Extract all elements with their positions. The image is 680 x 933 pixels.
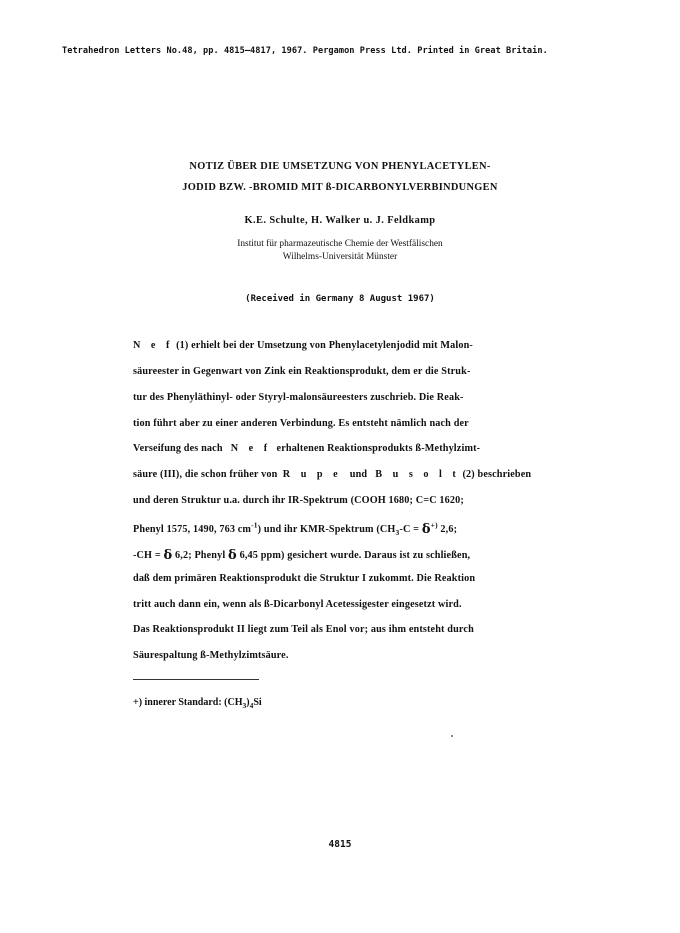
institute-line-1: Institut für pharmazeutische Chemie der Westfälischen (237, 239, 443, 249)
page-number: 4815 (328, 839, 352, 850)
footnote-marker: +) (430, 520, 438, 530)
body-text: säure (III), die schon früher von (133, 469, 278, 480)
body-line-2: säureester in Gegenwart von Zink ein Reaktionsprodukt, dem er die Struk- (133, 366, 471, 377)
author-name-rupe: R u p e (282, 469, 342, 480)
body-line-7: und deren Struktur u.a. durch ihr IR-Spektrum (COOH 1680; C=C 1620; (133, 495, 464, 506)
body-line-8 (133, 521, 457, 536)
footnote-text: ) (246, 697, 250, 708)
body-line-5 (133, 443, 480, 454)
subscript: 3 (242, 701, 247, 710)
received-date: (Received in Germany 8 August 1967) (245, 294, 435, 304)
body-line-3: tur des Phenyläthinyl- oder Styryl-malonsäureesters zuschrieb. Die Reak- (133, 392, 464, 403)
body-text: und (349, 469, 368, 480)
body-text: Phenyl 1575, 1490, 763 cm (133, 524, 252, 535)
article-title-line-2: JODID BZW. -BROMID MIT ß-DICARBONYLVERBINDUNGEN (182, 182, 498, 193)
author-name-nef: N e f (133, 340, 174, 351)
superscript: -1 (251, 520, 258, 530)
author-name-busolt: B u s o l t (375, 469, 460, 480)
delta-symbol: δ (228, 548, 237, 563)
author-list: K.E. Schulte, H. Walker u. J. Feldkamp (244, 215, 436, 226)
delta-symbol: δ (421, 522, 431, 537)
delta-symbol: δ (163, 548, 173, 563)
body-line-11: tritt auch dann ein, wenn als ß-Dicarbonyl Acetessigester eingesetzt wird. (133, 599, 462, 610)
body-text: (2) beschrieben (462, 469, 532, 480)
footnote-divider (133, 679, 259, 680)
scan-speck (451, 735, 453, 737)
footnote (133, 697, 262, 708)
body-text: 6,2; Phenyl (175, 550, 226, 561)
body-text: Verseifung des nach (133, 443, 223, 454)
body-line-12: Das Reaktionsprodukt II liegt zum Teil als Enol vor; aus ihm entsteht durch (133, 624, 474, 635)
footnote-text: +) innerer Standard: (CH (133, 697, 243, 708)
journal-header: Tetrahedron Letters No.48, pp. 4815–4817, 1967. Pergamon Press Ltd. Printed in Great Britain. (62, 46, 548, 56)
body-text: ) und ihr KMR-Spektrum (CH (257, 524, 396, 535)
body-line-1 (133, 340, 473, 351)
footnote-text: Si (253, 697, 262, 708)
subscript: 4 (249, 701, 254, 710)
body-text: (1) erhielt bei der Umsetzung von Phenylacetylenjodid mit Malon- (176, 340, 473, 351)
body-text: 2,6; (440, 524, 458, 535)
body-line-10: daß dem primären Reaktionsprodukt die Struktur I zukommt. Die Reaktion (133, 573, 476, 584)
institute-line-2: Wilhelms-Universität Münster (282, 252, 398, 262)
article-title-line-1: NOTIZ ÜBER DIE UMSETZUNG VON PHENYLACETYLEN- (189, 161, 491, 172)
body-text: 6,45 ppm) gesichert wurde. Daraus ist zu schließen, (239, 550, 471, 561)
body-line-6 (133, 469, 531, 480)
body-text: erhaltenen Reaktionsprodukts ß-Methylzimt- (276, 443, 481, 454)
body-line-13: Säurespaltung ß-Methylzimtsäure. (133, 650, 289, 661)
body-text: -CH = (133, 550, 161, 561)
body-text: -C = (399, 524, 420, 535)
subscript: 3 (395, 528, 400, 538)
body-line-9 (133, 547, 470, 562)
author-name-nef: N e f (230, 443, 272, 454)
body-line-4: tion führt aber zu einer anderen Verbindung. Es entsteht nämlich nach der (133, 418, 469, 429)
